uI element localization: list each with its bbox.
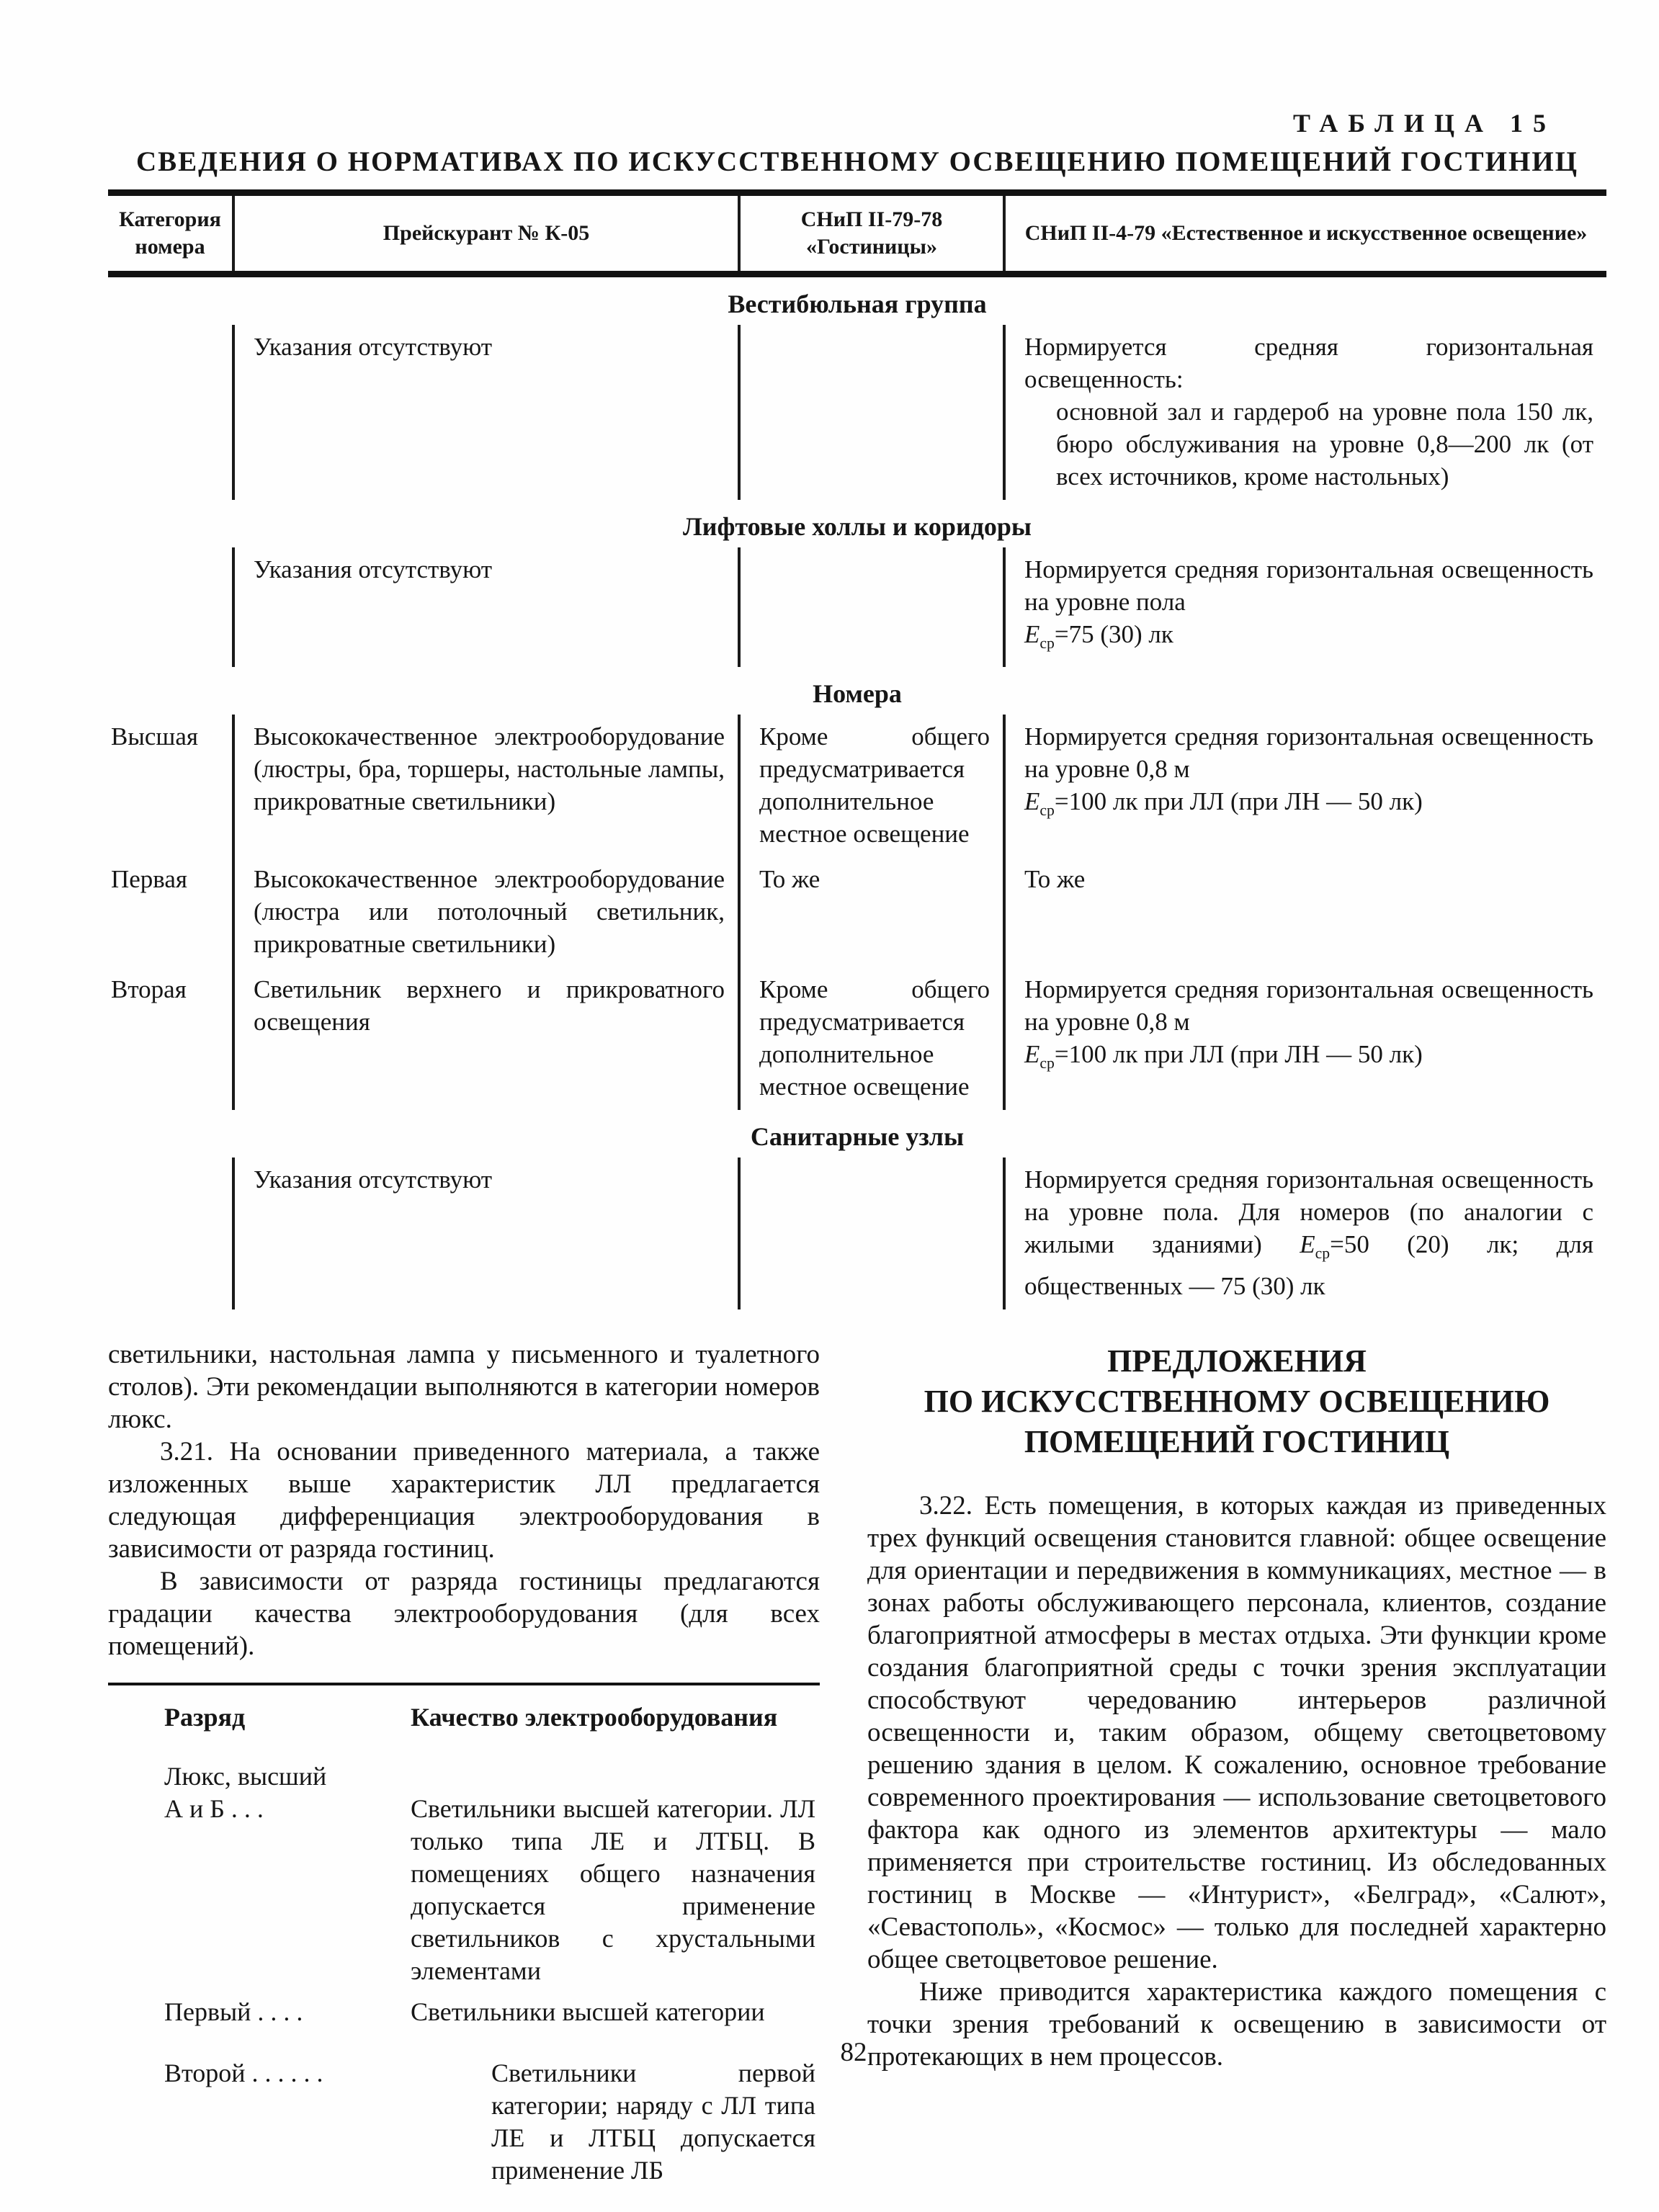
grade-row-second [108, 2057, 820, 2187]
formula-subscript: ср [1039, 802, 1055, 819]
norms-table-header-row [108, 196, 1606, 277]
paragraph-below-note: Ниже приводится характеристика каждого помещения с точки зрения требований к освещению в зависимости от протекающих в нем процессов. [867, 1977, 1606, 2072]
grade-header-quality: Качество электрооборудования [411, 1703, 778, 1732]
document-title: СВЕДЕНИЯ О НОРМАТИВАХ ПО ИСКУССТВЕННОМУ ОСВЕЩЕНИЮ ПОМЕЩЕНИЙ ГОСТИНИЦ [135, 146, 1579, 177]
lighting-detail-text: основной зал и гардероб на уровне пола 150 лк, бюро обслуживания на уровне 0,8—200 лк (от всех источников, кроме настольных) [1056, 398, 1593, 491]
grade-row-lux [108, 1760, 820, 1987]
formula-value: =100 лк при ЛЛ (при ЛН — 50 лк) [1054, 787, 1423, 815]
cell-snip-lighting [1003, 325, 1606, 500]
cell-snip-lighting [1003, 1158, 1606, 1309]
lighting-intro-text: Нормируется средняя горизонтальная освещенность на уровне пола [1024, 555, 1593, 616]
lighting-post-text: (20) лк; для общественных — 75 (30) лк [1024, 1230, 1593, 1300]
proposals-heading [867, 1341, 1606, 1462]
table-row-rooms-first [108, 857, 1606, 967]
cell-category-empty [108, 1158, 232, 1309]
table-row-rooms-second [108, 967, 1606, 1110]
formula-symbol: Е [1024, 620, 1040, 648]
formula-symbol: Е [1024, 1040, 1040, 1068]
snip-hotels-text: Кроме общего предусматривается дополнительное местное освещение [759, 975, 990, 1101]
cell-snip-lighting [1003, 547, 1606, 667]
cell-price-list [232, 967, 738, 1110]
column-header-category: Категория номера [119, 207, 221, 259]
cell-snip-hotels [738, 857, 1003, 967]
cell-price-list [232, 715, 738, 857]
paragraph-gradations: В зависимости от разряда гостиницы предлагаются градации качества электрооборудования (для всех помещений). [108, 1567, 820, 1661]
grade-label: Второй . . . . . . [164, 2059, 323, 2087]
paragraph-3-21: 3.21. На основании приведенного материала, а также изложенных выше характеристик ЛЛ предлагается следующая дифференциация электрооборудования в зависимости от разряда гостиниц. [108, 1437, 820, 1564]
page-number: 82 [840, 2038, 867, 2067]
table-row-vestibule [108, 325, 1606, 500]
cell-snip-hotels-empty [738, 325, 1003, 500]
price-list-text: Указания отсутствуют [254, 1165, 493, 1194]
snip-hotels-text: Кроме общего предусматривается дополнительное местное освещение [759, 722, 990, 848]
proposals-heading-line1: ПРЕДЛОЖЕНИЯ [1107, 1343, 1367, 1379]
grade-table-header [108, 1701, 820, 1733]
paragraph-continuation: светильники, настольная лампа у письменного и туалетного столов). Эти рекомендации выполняются в категории номеров люкс. [108, 1340, 820, 1434]
proposals-heading-line3: ПОМЕЩЕНИЙ ГОСТИНИЦ [1024, 1424, 1450, 1459]
formula-value: =100 лк при ЛЛ (при ЛН — 50 лк) [1054, 1040, 1423, 1068]
illuminance-formula [1024, 618, 1593, 660]
cell-snip-hotels [738, 967, 1003, 1110]
lighting-pre-text: Нормируется средняя горизонтальная освещенность на уровне пола. Для номеров (по аналогии с жилыми зданиями) [1024, 1165, 1593, 1258]
cell-price-list [232, 547, 738, 667]
cell-snip-hotels-empty [738, 1158, 1003, 1309]
section-title-sanitary-units: Санитарные узлы [750, 1122, 965, 1151]
price-list-text: Светильник верхнего и прикроватного освещения [254, 975, 725, 1036]
cell-category-empty [108, 325, 232, 500]
cell-price-list [232, 1158, 738, 1309]
grade-quality-table [108, 1683, 820, 2187]
cell-price-list [232, 857, 738, 967]
lighting-same-text: То же [1024, 865, 1086, 893]
illuminance-formula [1024, 1038, 1593, 1080]
proposals-heading-line2: ПО ИСКУССТВЕННОМУ ОСВЕЩЕНИЮ [924, 1384, 1550, 1419]
grade-quality-text: Светильники первой категории; наряду с ЛЛ типа ЛЕ и ЛТБЦ допускается применение ЛБ [491, 2059, 815, 2185]
table-row-sanitary [108, 1158, 1606, 1309]
price-list-text: Высококачественное электрооборудование (люстры, бра, торшеры, настольные лампы, прикроватные светильники) [254, 722, 725, 815]
price-list-text: Указания отсутствуют [254, 555, 493, 583]
grade-header-grade: Разряд [164, 1703, 246, 1732]
norms-table [108, 189, 1606, 1309]
cell-snip-hotels-empty [738, 547, 1003, 667]
formula-symbol: Е [1300, 1230, 1315, 1258]
lighting-intro-text: Нормируется средняя горизонтальная освещенность: [1024, 333, 1593, 393]
cell-snip-lighting [1003, 715, 1606, 857]
grade-row-first [108, 1996, 820, 2028]
grade-label: Первый . . . . [164, 1997, 303, 2026]
formula-symbol: Е [1024, 787, 1040, 815]
price-list-text: Высококачественное электрооборудование (люстра или потолочный светильник, прикроватные светильники) [254, 865, 725, 958]
illuminance-formula [1024, 785, 1593, 827]
formula-subscript: ср [1315, 1245, 1331, 1262]
formula-value: =50 [1330, 1230, 1369, 1258]
cell-category: Высшая [111, 722, 198, 751]
section-title-rooms: Номера [813, 679, 902, 708]
lighting-mixed-text [1024, 1163, 1593, 1302]
cell-category: Первая [111, 865, 188, 893]
cell-snip-lighting [1003, 857, 1606, 967]
column-header-snip-lighting: СНиП II-4-79 «Естественное и искусственное освещение» [1003, 196, 1606, 271]
column-header-snip-hotels [738, 196, 1003, 271]
table-row-rooms-highest [108, 715, 1606, 857]
snip-hotels-text: То же [759, 865, 820, 893]
table-number-label: ТАБЛИЦА 15 [1293, 109, 1556, 138]
grade-label-line2: А и Б . . . [164, 1794, 264, 1823]
lighting-intro-text: Нормируется средняя горизонтальная освещенность на уровне 0,8 м [1024, 722, 1593, 783]
formula-subscript: ср [1039, 635, 1055, 652]
column-header-snip-hotels-line2: «Гостиницы» [805, 235, 938, 259]
lighting-intro-text: Нормируется средняя горизонтальная освещенность на уровне 0,8 м [1024, 975, 1593, 1036]
paragraph-3-22: 3.22. Есть помещения, в которых каждая из приведенных трех функций освещения становится главной: общее освещение для ориентации и передвижения в коммуникациях, местное — в зонах работы обслуживающего персонала, клиентов, создание благоприятной атмосферы в местах отдыха. Эти функции кроме создания благоприятной среды с точки зрения эксплуатации способствуют чередованию интерьеров различной освещенности и, таким образом, общему светоцветовому решению здания в целом. К сожалению, основное требование современного проектирования — использование светоцветового фактора как одного из элементов архитектуры — мало применяется при строительстве гостиниц. Из обследованных гостиниц в Москве — «Интурист», «Белград», «Салют», «Севастополь», «Космос» — только для последней характерно общее светоцветовое решение. [867, 1491, 1606, 1974]
cell-category: Вторая [111, 975, 187, 1003]
column-header-price-list: Прейскурант № К-05 [232, 196, 738, 271]
section-title-lift-halls: Лифтовые холлы и коридоры [682, 512, 1032, 541]
section-title-vestibule-group: Вестибюльная группа [728, 290, 987, 318]
grade-quality-text: Светильники высшей категории. ЛЛ только типа ЛЕ и ЛТБЦ. В помещениях общего назначения допускается применение светильников с хрустальными элементами [411, 1794, 815, 1985]
cell-price-list [232, 325, 738, 500]
grade-label-line1: Люкс, высший [164, 1762, 327, 1791]
price-list-text: Указания отсутствуют [254, 333, 493, 361]
formula-subscript: ср [1039, 1054, 1055, 1072]
formula-value: =75 (30) лк [1054, 620, 1173, 648]
table-row-lift-halls [108, 547, 1606, 667]
column-header-snip-hotels-line1: СНиП II-79-78 [800, 207, 943, 231]
cell-snip-hotels [738, 715, 1003, 857]
grade-label [108, 1760, 411, 1987]
grade-quality-text: Светильники высшей категории [411, 1997, 765, 2026]
cell-category-empty [108, 547, 232, 667]
cell-snip-lighting [1003, 967, 1606, 1110]
